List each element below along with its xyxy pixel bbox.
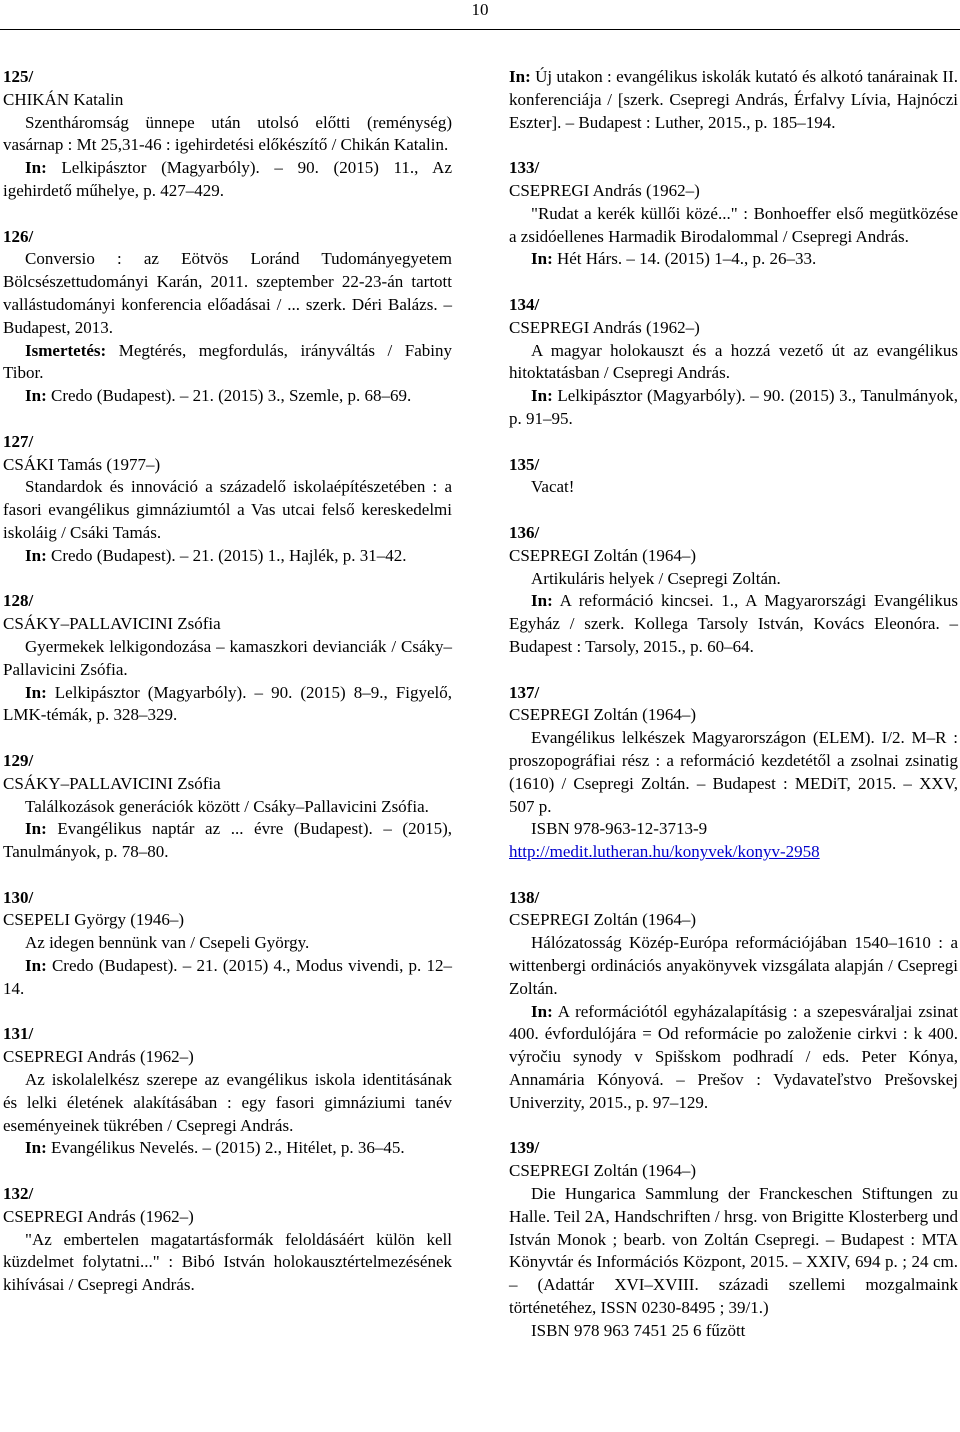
entry-label: In: [531, 386, 553, 406]
entry-line [3, 1046, 452, 1069]
entry-number: 135/ [509, 454, 540, 474]
entry-line [509, 317, 958, 340]
entry-number: 138/ [509, 887, 540, 907]
entry-text: Lelkipásztor (Magyarbóly). ‒ 90. (2015) 11., Az igehirdető műhelye, p. 427‒429. [3, 158, 452, 200]
entry-text: Evangélikus Nevelés. ‒ (2015) 2., Hitélet, p. 36‒45. [46, 1138, 405, 1158]
entry-number: 137/ [509, 682, 540, 702]
bibliography-entry [509, 887, 958, 1115]
bibliography-entry [509, 682, 958, 864]
entry-line [3, 909, 452, 932]
entry-number: 139/ [509, 1138, 540, 1158]
entry-line [3, 796, 452, 819]
entry-text: CSÁKY‒PALLAVICINI Zsófia [3, 614, 221, 634]
left-column [3, 66, 452, 1320]
entry-label: Ismertetés: [25, 340, 107, 360]
entry-text: Lelkipásztor (Magyarbóly). ‒ 90. (2015) 3., Tanulmányok, p. 91‒95. [509, 386, 958, 428]
entry-text: Credo (Budapest). ‒ 21. (2015) 3., Szemle, p. 68‒69. [46, 386, 412, 406]
entry-label: In: [509, 67, 531, 86]
entry-text: Evangélikus naptár az ... évre (Budapest). ‒ (2015), Tanulmányok, p. 78‒80. [3, 819, 452, 862]
entry-line [3, 1206, 452, 1229]
entry-text: Az iskolalelkész szerepe az evangélikus iskola identitásának és lelki életének alakításában : egy fasori gimnáziumi tanév eseményeinek tükrében / Csepregi András. [3, 1070, 452, 1135]
bibliography-entry [3, 226, 452, 408]
entry-text: Standardok és innováció a századelő iskolaépítészetében : a fasori evangélikus gimnáziumtól a Vas utcai felső kereskedelmi iskoláig / Csáki Tamás. [3, 477, 452, 542]
entry-text: CSÁKY‒PALLAVICINI Zsófia [3, 773, 221, 793]
entry-label: In: [25, 158, 47, 178]
entry-text: Szentháromság ünnepe után utolsó előtti (reménység) vasárnap : Mt 25,31-46 : igehirdetési előkészítő / Chikán Katalin. [3, 112, 452, 155]
entry-line [509, 476, 958, 499]
entry-line [509, 909, 958, 932]
entry-text: Lelkipásztor (Magyarbóly). ‒ 90. (2015) 8‒9., Figyelő, LMK-témák, p. 328‒329. [3, 682, 452, 725]
entry-text: CSEPREGI Zoltán (1964‒) [509, 705, 696, 725]
entry-text: ISBN 978-963-12-3713-9 [531, 819, 708, 839]
entry-text: Megtérés, megfordulás, irányváltás / Fabiny Tibor. [3, 340, 452, 383]
bibliography-entry [3, 431, 452, 568]
entry-text: CSEPELI György (1946‒) [3, 910, 185, 930]
entry-label: In: [25, 682, 47, 702]
entry-line [3, 613, 452, 636]
entry-line [3, 932, 452, 955]
entry-number: 133/ [509, 158, 540, 178]
entry-text: A magyar holokauszt és a hozzá vezető út az evangélikus hitoktatásban / Csepregi András. [509, 340, 958, 383]
bibliography-entry [3, 887, 452, 1001]
entry-line [509, 932, 958, 1000]
entry-text: "Az embertelen magatartásformák feloldásáért külön kell küzdelmet folytatni..." : Bibó István holokausztértelmezésének kihívásai / Csepregi András. [3, 1229, 452, 1295]
entry-text: CSEPREGI Zoltán (1964‒) [509, 910, 696, 930]
entry-line [509, 727, 958, 818]
entry-text: A reformáció kincsei. 1., A Magyarországi Evangélikus Egyház / szerk. Kollega Tarsoly István, Kovács Eleonóra. ‒ Budapest : Tarsoly, 2015., p. 60‒64. [509, 591, 958, 656]
entry-number: 134/ [509, 294, 540, 314]
entry-text: Hét Hárs. ‒ 14. (2015) 1‒4., p. 26‒33. [552, 249, 817, 269]
bibliography-entry [3, 1023, 452, 1160]
bibliography-entry [3, 750, 452, 864]
entry-line [3, 1069, 452, 1137]
entry-line [509, 1320, 958, 1343]
entry-text: A reformációtól egyházalapításig : a szepesváraljai zsinat 400. évfordulójára = Od reformácie po založenie cirkvi : k 400. výročiu synody v Spišskom podhradí / eds. Peter Kónya, Annamária Kónyová. ‒ Prešov : Vydavateľstvo Prešovskej Univerzity, 2015., p. 97‒129. [509, 1001, 958, 1112]
entry-number: 127/ [3, 431, 34, 451]
entry-text: Artikuláris helyek / Csepregi Zoltán. [531, 568, 781, 588]
entry-label: In: [531, 249, 553, 269]
entry-line [3, 1229, 452, 1297]
entry-line [3, 773, 452, 796]
entry-line [3, 454, 452, 477]
entry-text: CSEPREGI Zoltán (1964‒) [509, 545, 696, 565]
entry-label: In: [25, 1138, 47, 1158]
entry-label: In: [531, 1001, 553, 1021]
entry-source [3, 545, 452, 568]
bibliography-entry [3, 1183, 452, 1297]
bibliography-entry [509, 522, 958, 659]
entry-source [3, 1137, 452, 1160]
entry-text: CSEPREGI András (1962‒) [3, 1206, 194, 1226]
entry-label: In: [25, 956, 47, 976]
entry-line [3, 476, 452, 544]
entry-source [3, 955, 452, 1001]
entry-number: 132/ [3, 1184, 34, 1204]
page-number: 10 [471, 0, 489, 19]
entry-label: In: [25, 545, 47, 565]
entry-source [509, 66, 958, 134]
right-column [509, 66, 958, 1365]
url-link[interactable]: http://medit.lutheran.hu/konyvek/konyv-2958 [509, 842, 820, 862]
bibliography-entry [509, 1137, 958, 1342]
entry-number: 130/ [3, 887, 34, 907]
entry-line [509, 568, 958, 591]
entry-source [3, 340, 452, 386]
entry-label: In: [25, 819, 47, 839]
entry-text: "Rudat a kerék küllői közé..." : Bonhoeffer első megütközése a zsidóellenes Harmadik Birodalommal / Csepregi András. [509, 203, 958, 246]
entry-text: Gyermekek lelkigondozása ‒ kamaszkori devianciák / Csáky‒Pallavicini Zsófia. [3, 636, 452, 679]
entry-text: CSEPREGI András (1962‒) [509, 317, 700, 337]
entry-line [509, 1183, 958, 1320]
entry-text: Evangélikus lelkészek Magyarországon (ELEM). I/2. M‒R : proszopográfiai rész : a reformáció kezdetétől a zsolnai zsinatig (1610) / Csepregi Zoltán. ‒ Budapest : MEDiT, 2015. ‒ XXV, 507 p. [509, 728, 958, 816]
bibliography-entry [3, 590, 452, 727]
entry-line [509, 818, 958, 841]
entry-label: In: [531, 591, 553, 611]
entry-number: 131/ [3, 1024, 34, 1044]
entry-source [509, 248, 958, 271]
entry-line [509, 340, 958, 386]
entry-line [509, 203, 958, 249]
entry-text: Új utakon : evangélikus iskolák kutató és alkotó tanárainak II. konferenciája / [szerk. Csepregi András, Érfalvy Lívia, Hajnóczi Eszter]. ‒ Budapest : Luther, 2015., p. 185‒194. [509, 67, 958, 132]
entry-number: 129/ [3, 750, 34, 770]
entry-number: 136/ [509, 522, 540, 542]
bibliography-entry [3, 66, 452, 203]
bibliography-entry [509, 157, 958, 271]
entry-line [509, 1160, 958, 1183]
entry-url [509, 841, 958, 864]
entry-source [3, 157, 452, 203]
entry-text: Az idegen bennünk van / Csepeli György. [25, 933, 310, 953]
entry-source [509, 1001, 958, 1115]
entry-text: Találkozások generációk között / Csáky‒Pallavicini Zsófia. [25, 796, 429, 816]
entry-text: CHIKÁN Katalin [3, 89, 124, 109]
entry-text: CSEPREGI András (1962‒) [3, 1047, 194, 1067]
entry-text: ISBN 978 963 7451 25 6 fűzött [531, 1320, 746, 1340]
entry-text: Hálózatosság Közép-Európa reformációjában 1540‒1610 : a wittenbergi ordinációs anyakönyvek vizsgálata alapján / Csepregi Zoltán. [509, 933, 958, 998]
entry-number: 126/ [3, 226, 34, 246]
entry-text: CSEPREGI András (1962‒) [509, 180, 700, 200]
entry-source [3, 682, 452, 728]
entry-source [3, 818, 452, 864]
entry-label: In: [25, 386, 47, 406]
entry-text: Die Hungarica Sammlung der Franckeschen Stiftungen zu Halle. Teil 2A, Handschriften / hrsg. von Brigitte Klosterberg und István Monok ; bearb. von Zoltán Csepregi. ‒ Budapest : MTA Könyvtár és Információs Központ, 2015. ‒ XXIV, 694 p. ; 24 cm. ‒ (Adattár XVI‒XVIII. századi szellemi mozgalmaink történetéhez, ISSN 0230-8495 ; 39/1.) [509, 1184, 958, 1318]
bibliography-entry [509, 66, 958, 134]
header-rule [0, 29, 960, 30]
entry-source [3, 385, 452, 408]
entry-line [509, 704, 958, 727]
entry-source [509, 385, 958, 431]
entry-text: Credo (Budapest). ‒ 21. (2015) 1., Hajlék, p. 31‒42. [46, 545, 407, 565]
bibliography-entry [509, 454, 958, 500]
entry-line [3, 89, 452, 112]
entry-source [509, 590, 958, 658]
bibliography-entry [509, 294, 958, 431]
entry-text: Vacat! [531, 477, 575, 497]
entry-number: 128/ [3, 591, 34, 611]
entry-text: CSEPREGI Zoltán (1964‒) [509, 1161, 696, 1181]
entry-line [509, 545, 958, 568]
entry-text: Conversio : az Eötvös Loránd Tudományegyetem Bölcsészettudományi Karán, 2011. szeptember 22-23-án tartott vallástudományi konferencia előadásai / ... szerk. Déri Balázs. ‒ Budapest, 2013. [3, 249, 452, 337]
entry-line [509, 180, 958, 203]
entry-text: CSÁKI Tamás (1977‒) [3, 454, 161, 474]
entry-line [3, 112, 452, 158]
entry-line [3, 248, 452, 339]
entry-number: 125/ [3, 67, 34, 86]
entry-text: Credo (Budapest). ‒ 21. (2015) 4., Modus vivendi, p. 12‒14. [3, 956, 452, 998]
entry-line [3, 636, 452, 682]
